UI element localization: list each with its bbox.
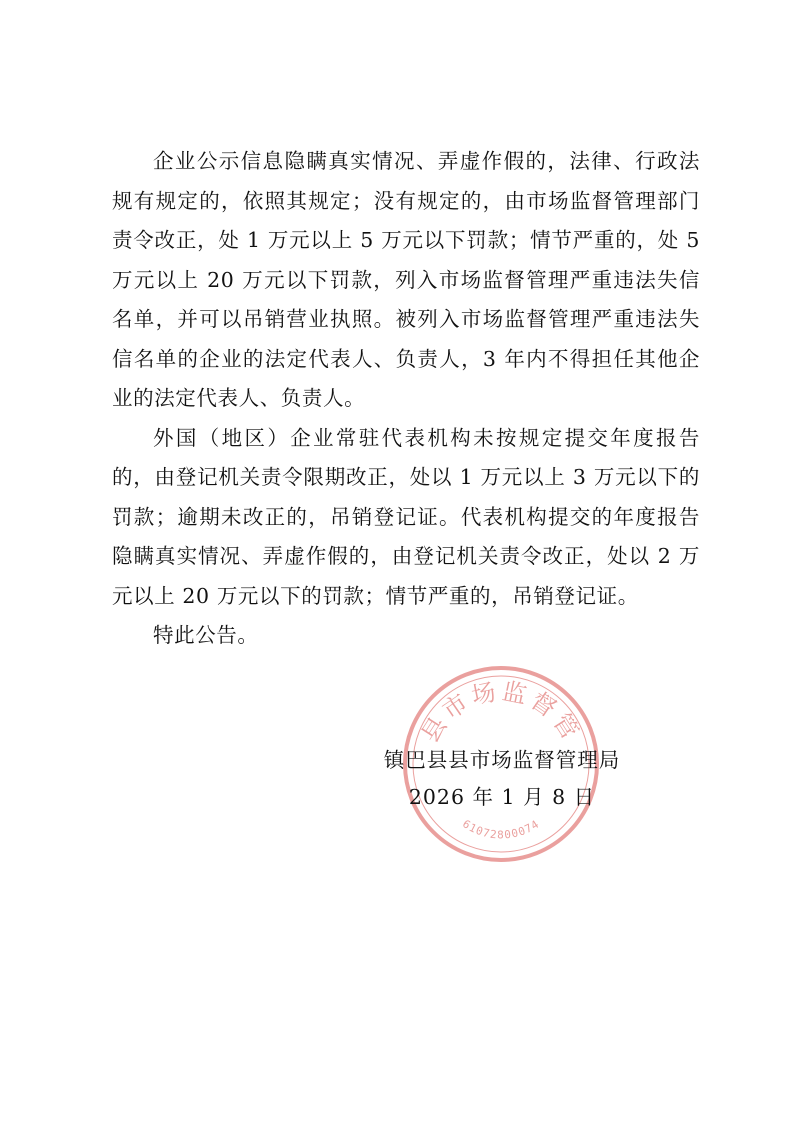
paragraph-closing: 特此公告。: [153, 623, 259, 647]
issue-date: 2026 年 1 月 8 日: [408, 785, 596, 809]
paragraph-penalty-foreign-office: 外国（地区）企业常驻代表机构未按规定提交年度报告的，由登记机关责令限期改正，处以 1 万元以上 3 万元以下的罚款；逾期未改正的，吊销登记证。代表机构提交的年度报告隐瞒真实情况、弄虚作假的，由登记机关责令改正，处以 2 万元以上 20 万元以下的罚款；情节严重的，吊销登记证。: [112, 425, 700, 608]
paragraph-penalty-enterprise: 企业公示信息隐瞒真实情况、弄虚作假的，法律、行政法规有规定的，依照其规定；没有规定的，由市场监督管理部门责令改正，处 1 万元以上 5 万元以下罚款；情节严重的，处 5 万元以上 20 万元以下罚款，列入市场监督管理严重违法失信名单，并可以吊销营业执照。被列入市场监督管理严重违法失信名单的企业的法定代表人、负责人，3 年内不得担任其他企业的法定代表人、负责人。: [112, 149, 700, 410]
notice-body: [112, 142, 700, 656]
svg-text:61072800074: [460, 817, 542, 841]
seal-code-text: 61072800074: [460, 817, 542, 842]
seal-top-text: 县市场监督管: [415, 677, 587, 748]
signature-block: [372, 742, 632, 816]
issuer-name: 镇巴县县市场监督管理局: [383, 748, 621, 772]
